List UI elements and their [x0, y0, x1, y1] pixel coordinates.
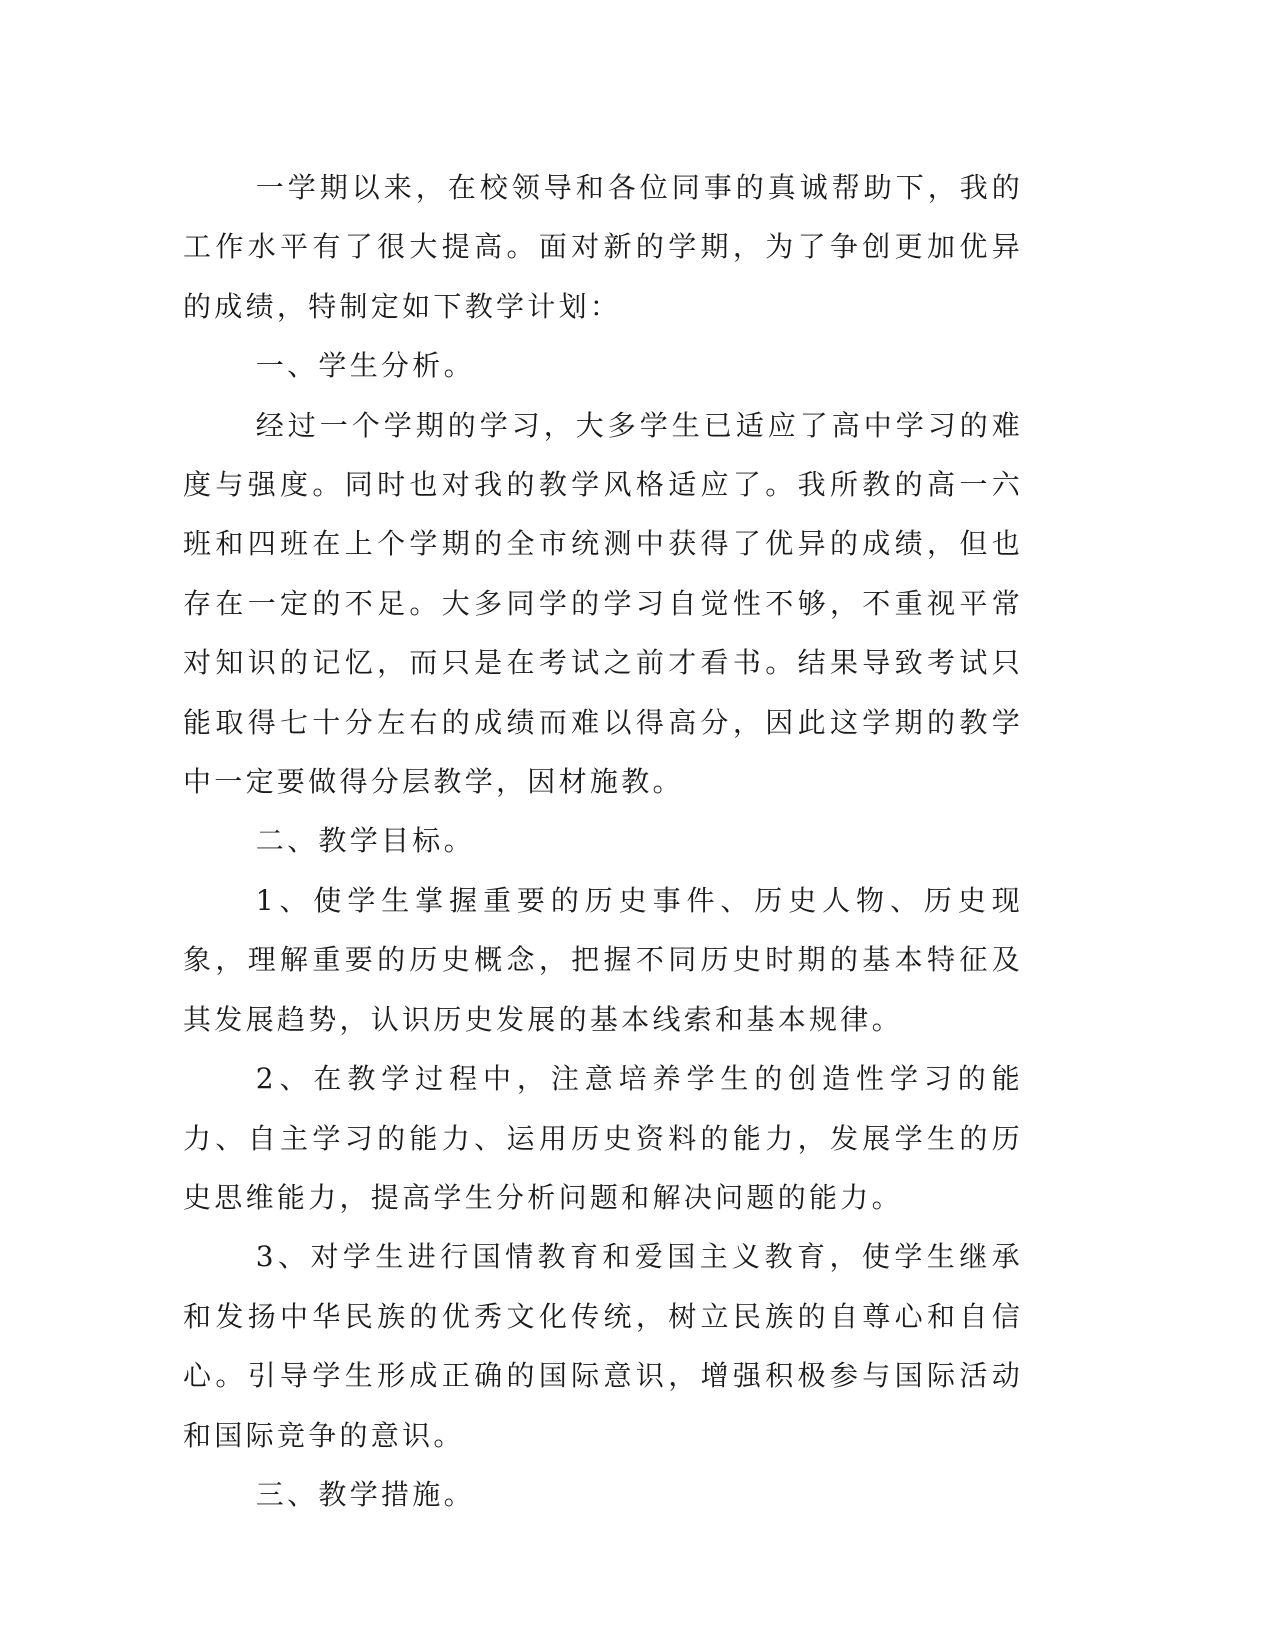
goal-item-2: 2、在教学过程中，注意培养学生的创造性学习的能力、自主学习的能力、运用历史资料的能力，发展学生的历史思维能力，提高学生分析问题和解决问题的能力。: [183, 1062, 1023, 1214]
goal-item-3: 3、对学生进行国情教育和爱国主义教育，使学生继承和发扬中华民族的优秀文化传统，树立民族的自尊心和自信心。引导学生形成正确的国际意识，增强积极参与国际活动和国际竞争的意识。: [183, 1240, 1023, 1452]
intro-paragraph: 一学期以来，在校领导和各位同事的真诚帮助下，我的工作水平有了很大提高。面对新的学期，为了争创更加优异的成绩，特制定如下教学计划：: [183, 171, 1023, 323]
goal-item-1: 1、使学生掌握重要的历史事件、历史人物、历史现象，理解重要的历史概念，把握不同历史时期的基本特征及其发展趋势，认识历史发展的基本线索和基本规律。: [183, 883, 1023, 1036]
section-heading-teaching-measures: 三、教学措施。: [255, 1477, 475, 1511]
document-body: [183, 158, 1023, 1524]
section-heading-student-analysis: 一、学生分析。: [255, 349, 475, 383]
student-analysis-paragraph: 经过一个学期的学习，大多学生已适应了高中学习的难度与强度。同时也对我的教学风格适应了。我所教的高一六班和四班在上个学期的全市统测中获得了优异的成绩，但也存在一定的不足。大多同学的学习自觉性不够，不重视平常对知识的记忆，而只是在考试之前才看书。结果导致考试只能取得七十分左右的成绩而难以得高分，因此这学期的教学中一定要做得分层教学，因材施教。: [183, 408, 1023, 799]
section-heading-teaching-goals: 二、教学目标。: [255, 824, 475, 858]
